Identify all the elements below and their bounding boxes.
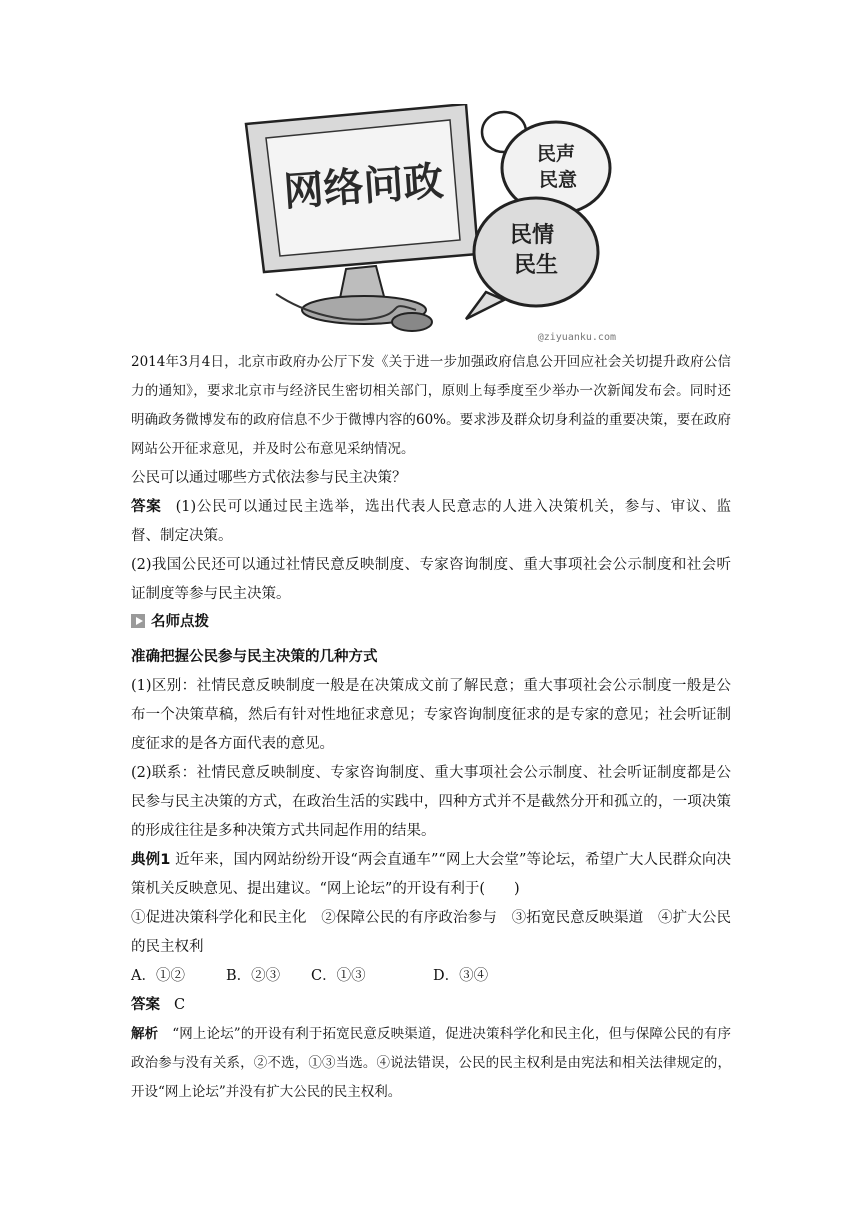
material-section xyxy=(131,348,731,609)
option-a: A．①② xyxy=(131,968,185,984)
tips-title: 准确把握公民参与民主决策的几种方式 xyxy=(131,649,378,665)
option-c: C．①③ xyxy=(311,968,366,984)
example-options xyxy=(131,962,731,991)
example-answer xyxy=(131,991,731,1020)
answer-line-1 xyxy=(131,493,731,551)
tips-heading-text: 名师点拨 xyxy=(151,614,209,630)
option-d: D．③④ xyxy=(433,968,489,984)
example-statements: ①促进决策科学化和民主化 ②保障公民的有序政治参与 ③拓宽民意反映渠道 ④扩大公民的民主权利 xyxy=(131,910,731,955)
tips-point-1: (1)区别：社情民意反映制度一般是在决策成文前了解民意；重大事项社会公示制度一般是公布一个决策草稿，然后有针对性地征求意见；专家咨询制度征求的是专家的意见；社会听证制度征求的是各方面代表的意见。 xyxy=(131,678,731,752)
example-stem-text: 近年来，国内网站纷纷开设“两会直通车”“网上大会堂”等论坛，希望广大人民群众向决策机关反映意见、提出建议。“网上论坛”的开设有利于( ) xyxy=(131,852,732,897)
question: 公民可以通过哪些方式依法参与民主决策？ xyxy=(131,470,407,486)
bubble-bottom-line2: 民生 xyxy=(513,253,559,278)
bubble-top-line1: 民声 xyxy=(536,143,576,165)
example-answer-value: C xyxy=(174,997,186,1013)
play-triangle-icon xyxy=(131,614,145,628)
bubble-bottom-line1: 民情 xyxy=(509,223,555,248)
bubble-top-line2: 民意 xyxy=(538,169,578,191)
example-stem xyxy=(131,846,731,904)
watermark: @ziyuanku.com xyxy=(537,332,616,343)
example-analysis xyxy=(131,1020,731,1107)
tips-heading xyxy=(131,610,731,631)
network-governance-cartoon xyxy=(236,104,620,344)
cartoon-illustration xyxy=(236,104,620,344)
tips-point-2: (2)联系：社情民意反映制度、专家咨询制度、重大事项社会公示制度、社会听证制度都是公民参与民主决策的方式，在政治生活的实践中，四种方式并不是截然分开和孤立的，一项决策的形成往往是多种决策方式共同起作用的结果。 xyxy=(131,765,731,839)
analysis-label: 解析 xyxy=(131,1026,159,1042)
answer-label: 答案 xyxy=(131,499,162,515)
example-answer-label: 答案 xyxy=(131,997,160,1013)
answer-1: (1)公民可以通过民主选举，选出代表人民意志的人进入决策机关，参与、审议、监督、制定决策。 xyxy=(131,499,732,544)
analysis-text: “网上论坛”的开设有利于拓宽民意反映渠道，促进决策科学化和民主化，但与保障公民的有序政治参与没有关系，②不选，①③当选。④说法错误，公民的民主权利是由宪法和相关法律规定的，开设“网上论坛”并没有扩大公民的民主权利。 xyxy=(131,1026,731,1100)
tips-body xyxy=(131,643,731,1107)
option-b: B．②③ xyxy=(226,968,281,984)
screen-text: 网络问政 xyxy=(282,158,445,216)
material-paragraph: 2014年3月4日，北京市政府办公厅下发《关于进一步加强政府信息公开回应社会关切提升政府公信力的通知》，要求北京市与经济民生密切相关部门，原则上每季度至少举办一次新闻发布会。同时还明确政务微博发布的政府信息不少于微博内容的60%。要求涉及群众切身利益的重要决策，要在政府网站公开征求意见，并及时公布意见采纳情况。 xyxy=(131,354,731,457)
answer-2: (2)我国公民还可以通过社情民意反映制度、专家咨询制度、重大事项社会公示制度和社会听证制度等参与民主决策。 xyxy=(131,557,731,602)
example-label: 典例1 xyxy=(131,852,171,868)
tips-section xyxy=(131,610,731,631)
